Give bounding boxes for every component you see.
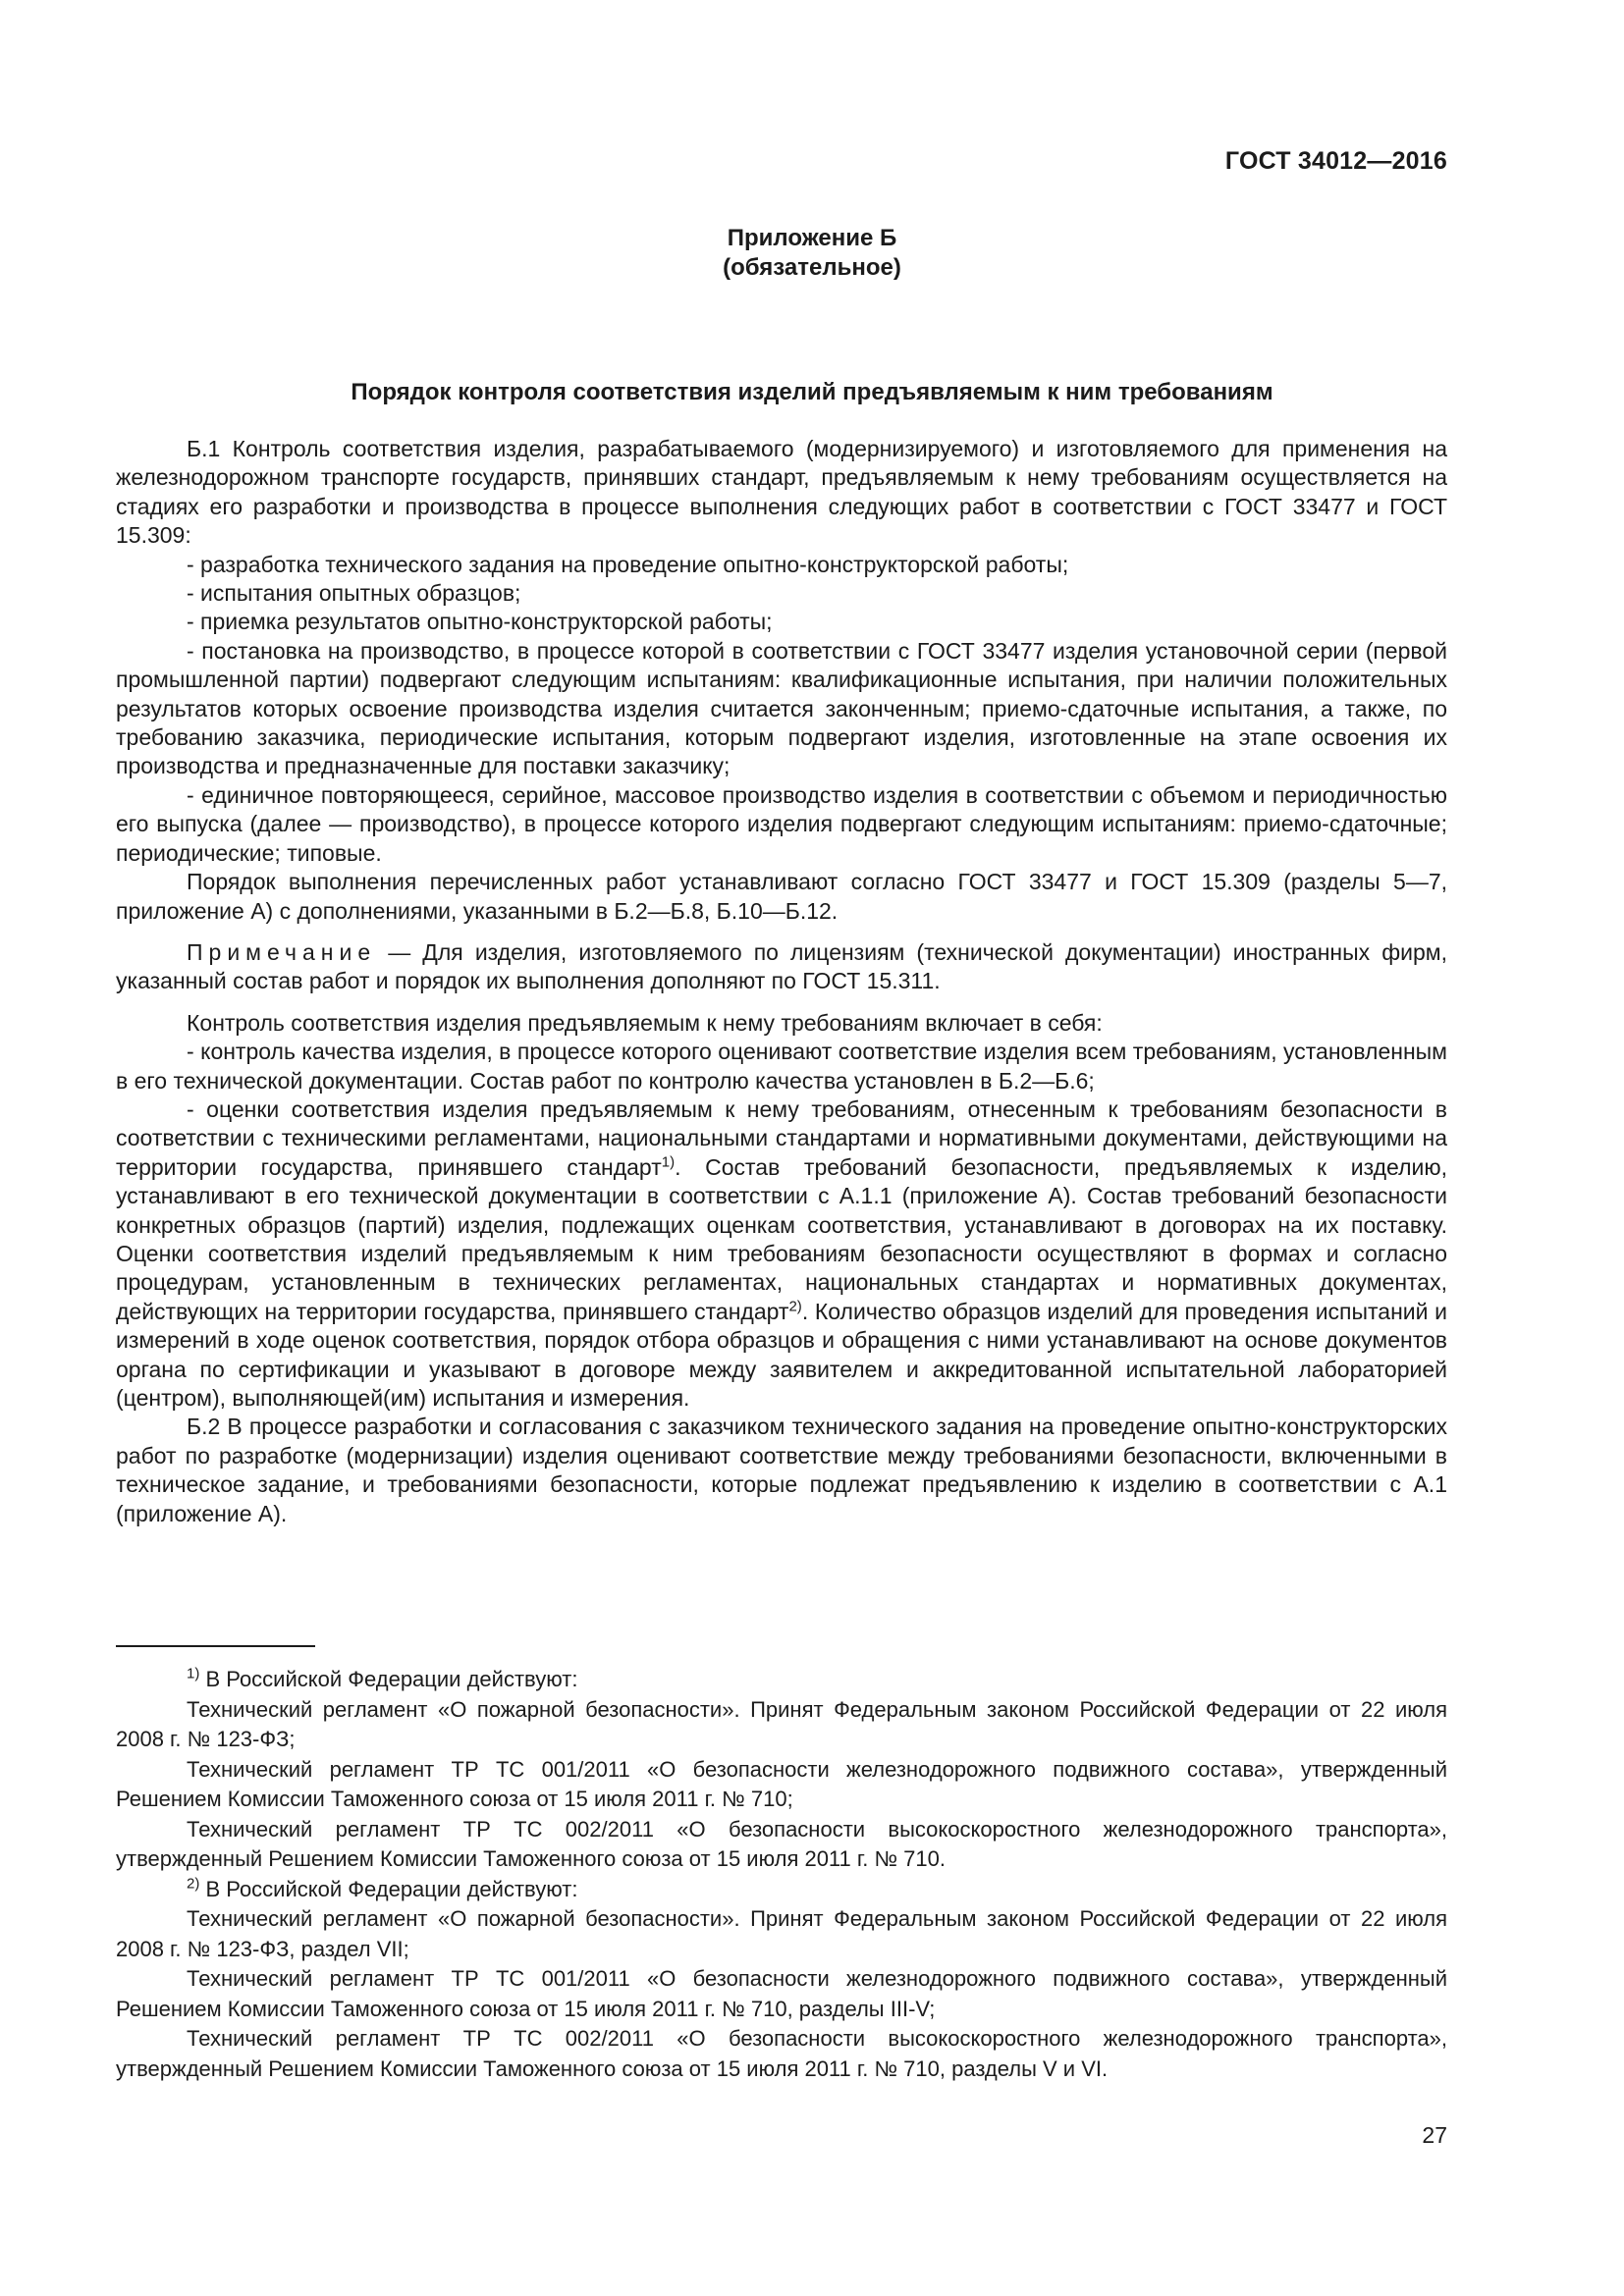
footnote-2-lead: [116, 1875, 1447, 1905]
footnote-line: Технический регламент «О пожарной безопасности». Принят Федеральным законом Российской Федерации от 22 июля 2008 г. № 123-ФЗ, раздел VII;: [116, 1906, 1447, 1961]
footnote-ref-1: 1): [661, 1153, 676, 1171]
list-item: - разработка технического задания на проведение опытно-конструкторской работы;: [187, 551, 1069, 577]
appendix-heading: [0, 224, 1624, 283]
list-item: - постановка на производство, в процессе которой в соответствии с ГОСТ 33477 изделия установочной серии (первой промышленной партии) подвергают следующим испытаниям: квалификационные испытания, при наличии положительных результатов которых освоение производства изделия считается законченным; приемо-сдаточные испытания, а также, по требованию заказчика, периодические испытания, которым подвергают изделия, изготовленные на этапе освоения их производства и предназначенные для поставки заказчику;: [116, 637, 1447, 779]
footnote-ref-2: 2): [788, 1298, 802, 1315]
appendix-body: [116, 435, 1447, 1528]
order-paragraph: Порядок выполнения перечисленных работ устанавливают согласно ГОСТ 33477 и ГОСТ 15.309 (разделы 5—7, приложение А) с дополнениями, указанными в Б.2—Б.8, Б.10—Б.12.: [116, 869, 1447, 924]
list-item: - единичное повторяющееся, серийное, массовое производство изделия в соответствии с объемом и периодичностью его выпуска (далее — производство), в процессе которого изделия подвергают следующим испытаниям: приемо-сдаточные; периодические; типовые.: [116, 781, 1447, 866]
footnote-1-lead: [116, 1665, 1447, 1695]
control-intro: Контроль соответствия изделия предъявляемым к нему требованиям включает в себя:: [187, 1009, 1103, 1036]
section-b2: Б.2 В процессе разработки и согласования с заказчиком технического задания на проведение опытно-конструкторских работ по разработке (модернизации) изделия оценивают соответствие между требованиями безопасности, включенными в техническое задание, и требованиями безопасности, которые подлежат предъявлению к изделию в соответствии с А.1 (приложение А).: [116, 1414, 1447, 1526]
footnote-2-lead-text: В Российской Федерации действуют:: [199, 1876, 578, 1901]
footnote-line: Технический регламент «О пожарной безопасности». Принят Федеральным законом Российской Федерации от 22 июля 2008 г. № 123-ФЗ;: [116, 1696, 1447, 1751]
note-label: Примечание: [187, 938, 377, 965]
list-item: - испытания опытных образцов;: [187, 580, 521, 607]
assessment-text-1: - оценки соответствия изделия предъявляемым к нему требованиям, отнесенным к требованиям безопасности в соответствии с техническими регламентами, национальными стандартами и нормативными документами, действующими на территории государства, принявшего стандарт: [116, 1095, 1447, 1180]
footnote-line: Технический регламент ТР ТС 002/2011 «О безопасности высокоскоростного железнодорожного транспорта», утвержденный Решением Комиссии Таможенного союза от 15 июля 2011 г. № 710, разделы V и VI.: [116, 2026, 1447, 2081]
section-b1-intro: Б.1 Контроль соответствия изделия, разрабатываемого (модернизируемого) и изготовляемого для применения на железнодорожном транспорте государств, принявших стандарт, предъявляемым к нему требованиям осуществляется на стадиях его разработки и производства в процессе выполнения следующих работ в соответствии с ГОСТ 33477 и ГОСТ 15.309:: [116, 436, 1447, 549]
footnote-line: Технический регламент ТР ТС 001/2011 «О безопасности железнодорожного подвижного состава», утвержденный Решением Комиссии Таможенного союза от 15 июля 2011 г. № 710;: [116, 1756, 1447, 1811]
page-number: 27: [1422, 2122, 1447, 2148]
assessment-text-2: . Состав требований безопасности, предъявляемых к изделию, устанавливают в его технической документации в соответствии с А.1.1 (приложение А). Состав требований безопасности конкретных образцов (партий) изделия, подлежащих оценкам соответствия, устанавливают в договорах на их поставку. Оценки соответствия изделий предъявляемым к ним требованиям безопасности осуществляют в формах и согласно процедурам, установленным в технических регламентах, национальных стандартах и нормативных документах, действующих на территории государства, принявшего стандарт: [116, 1153, 1447, 1324]
appendix-title: Порядок контроля соответствия изделий предъявляемым к ним требованиям: [351, 379, 1273, 405]
control-quality-item: - контроль качества изделия, в процессе которого оценивают соответствие изделия всем требованиям, установленным в его технической документации. Состав работ по контролю качества установлен в Б.2—Б.6;: [116, 1039, 1447, 1094]
appendix-label: Приложение Б: [727, 225, 897, 251]
footnote-line: Технический регламент ТР ТС 002/2011 «О безопасности высокоскоростного железнодорожного транспорта», утвержденный Решением Комиссии Таможенного союза от 15 июля 2011 г. № 710.: [116, 1816, 1447, 1871]
note-text: — Для изделия, изготовляемого по лицензиям (технической документации) иностранных фирм, указанный состав работ и порядок их выполнения дополняют по ГОСТ 15.311.: [116, 938, 1447, 994]
footnote-2-mark: 2): [187, 1875, 200, 1893]
note-paragraph: [116, 938, 1447, 996]
document-code: ГОСТ 34012—2016: [1224, 147, 1447, 175]
footnote-1-mark: 1): [187, 1665, 200, 1682]
appendix-status: (обязательное): [723, 254, 901, 281]
footnote-separator: [116, 1645, 315, 1647]
footnote-1-lead-text: В Российской Федерации действуют:: [199, 1667, 578, 1691]
assessment-item: [116, 1095, 1447, 1413]
assessment-text-3: . Количество образцов изделий для проведения испытаний и измерений в ходе оценок соответствия, порядок отбора образцов и обращения с ними устанавливают на основе документов органа по сертификации и указывают в договоре между заявителем и аккредитованной испытательной лабораторией (центром), выполняющей(им) испытания и измерения.: [116, 1298, 1447, 1411]
footnote-line: Технический регламент ТР ТС 001/2011 «О безопасности железнодорожного подвижного состава», утвержденный Решением Комиссии Таможенного союза от 15 июля 2011 г. № 710, разделы III-V;: [116, 1966, 1447, 2021]
list-item: - приемка результатов опытно-конструкторской работы;: [187, 609, 773, 635]
footnotes: [116, 1665, 1447, 2084]
